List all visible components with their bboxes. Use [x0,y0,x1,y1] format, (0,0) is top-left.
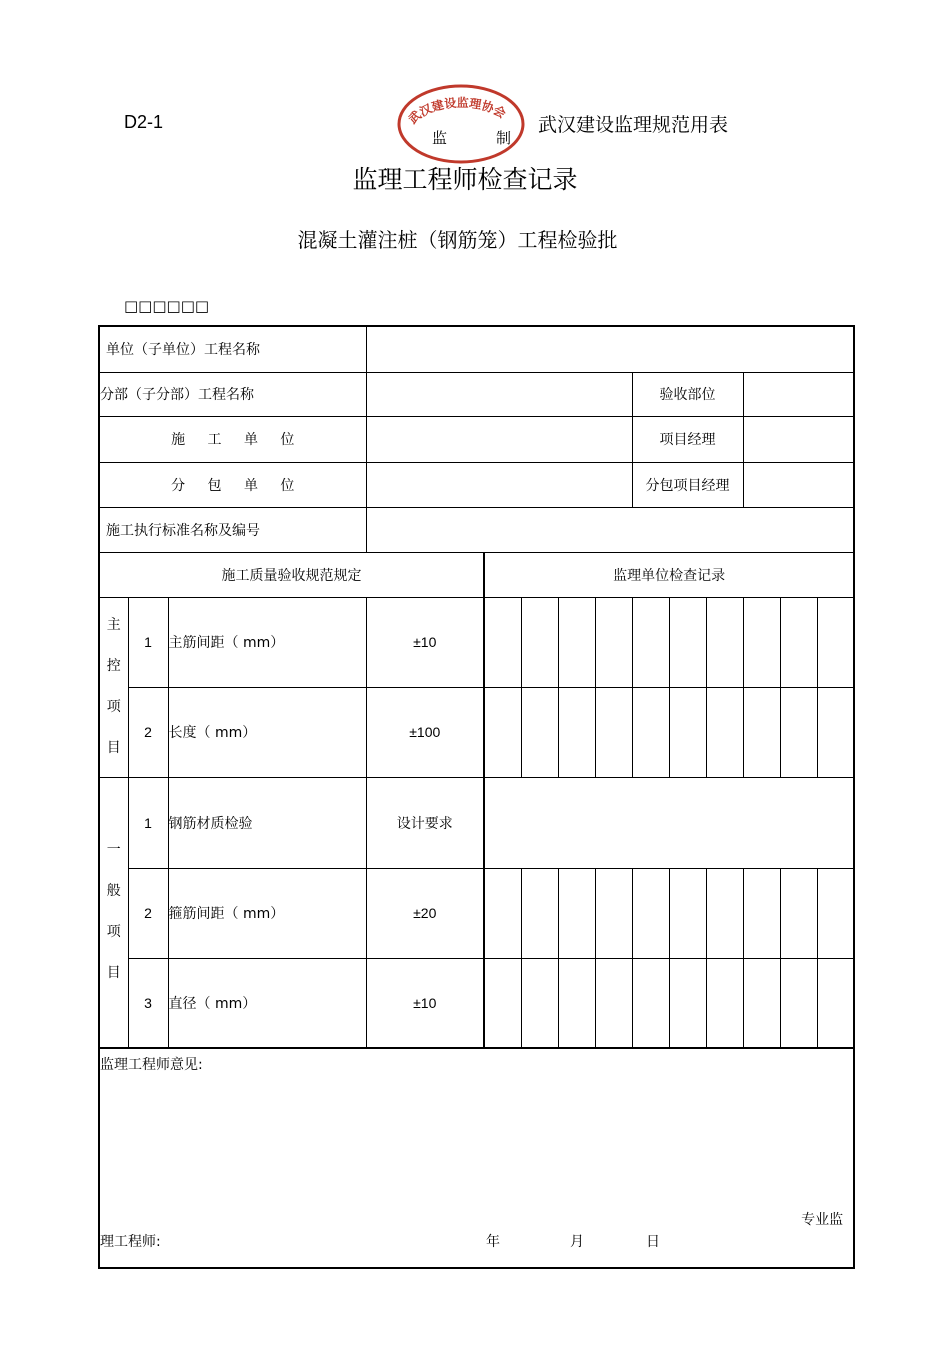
sub-unit-value[interactable] [366,372,632,416]
record-cell[interactable] [595,687,632,777]
item-tolerance: 设计要求 [366,777,484,868]
general-group-label [99,777,128,1048]
record-cell[interactable] [669,958,706,1048]
general-group-char-2: 般 [106,883,121,900]
item-number: 1 [128,597,168,687]
main-group-char-1: 主 [106,617,121,633]
svg-text:武汉建设监理协会: 武汉建设监理协会 [405,95,509,127]
item-number: 2 [128,687,168,777]
item-name: 钢筋材质检验 [168,777,366,868]
form-code: D2-1 [124,112,164,132]
record-cell[interactable] [521,958,558,1048]
record-cell[interactable] [521,687,558,777]
record-cell[interactable] [706,958,743,1048]
opinion-row [99,1048,854,1268]
info-row-contractor [99,416,854,462]
unit-name-value[interactable] [366,326,854,372]
date-month-label: 月 [570,1234,584,1250]
item-tolerance: ±20 [366,868,484,958]
record-header: 监理单位检查记录 [484,552,854,597]
spec-header: 施工质量验收规范规定 [99,552,484,597]
standard-label: 施工执行标准名称及编号 [99,507,366,552]
general-group-char-1: 一 [106,842,121,859]
record-cell[interactable] [632,958,669,1048]
record-cell[interactable] [780,597,817,687]
main-item-row [99,597,854,687]
general-group-char-3: 项 [106,924,121,941]
section-header-row [99,552,854,597]
info-row-subunit [99,372,854,416]
record-cell[interactable] [743,958,780,1048]
date-day-label: 日 [646,1234,660,1250]
record-cell[interactable] [780,687,817,777]
info-row-standard [99,507,854,552]
record-cell[interactable] [669,868,706,958]
record-cell[interactable] [743,868,780,958]
item-number: 1 [128,777,168,868]
main-group-char-2: 控 [106,658,121,674]
record-cell[interactable] [669,687,706,777]
record-cell[interactable] [669,597,706,687]
signature-label-part1: 专业监 [801,1212,844,1228]
record-cell[interactable] [484,597,521,687]
sub-project-manager-value[interactable] [743,462,854,507]
item-number: 2 [128,868,168,958]
record-cell[interactable] [632,687,669,777]
record-cell[interactable] [484,687,521,777]
main-group-char-3: 项 [106,699,121,715]
inspection-form-table [98,325,855,1269]
sub-unit-label: 分部（子分部）工程名称 [99,372,366,416]
info-row-unit [99,326,854,372]
form-standard-name: 武汉建设监理规范用表 [538,114,729,136]
record-cell[interactable] [632,868,669,958]
info-row-subcontractor [99,462,854,507]
page-title: 监理工程师检查记录 [352,165,578,194]
opinion-label: 监理工程师意见: [100,1057,203,1073]
record-cell[interactable] [706,597,743,687]
acceptance-part-value[interactable] [743,372,854,416]
item-tolerance: ±10 [366,597,484,687]
record-cell[interactable] [521,868,558,958]
general-item-row [99,958,854,1048]
record-cell[interactable] [558,868,595,958]
svg-text:监: 监 [432,129,448,147]
item-name: 主筋间距（ mm） [168,597,366,687]
page-subtitle: 混凝土灌注桩（钢筋笼）工程检验批 [297,228,618,252]
standard-value[interactable] [366,507,854,552]
record-cell[interactable] [706,868,743,958]
general-group-char-4: 目 [106,965,121,982]
record-cell[interactable] [706,687,743,777]
record-cell[interactable] [595,868,632,958]
record-cell[interactable] [558,687,595,777]
record-cell[interactable] [595,597,632,687]
record-cell[interactable] [484,958,521,1048]
sub-project-manager-label: 分包项目经理 [632,462,743,507]
item-tolerance: ±10 [366,958,484,1048]
date-year-label: 年 [486,1234,500,1250]
record-cell[interactable] [817,868,854,958]
acceptance-part-label: 验收部位 [632,372,743,416]
record-cell[interactable] [780,958,817,1048]
general-item-row [99,777,854,868]
record-cell[interactable] [484,868,521,958]
item-number: 3 [128,958,168,1048]
record-cell[interactable] [558,597,595,687]
record-cell[interactable] [743,687,780,777]
record-cell[interactable] [817,958,854,1048]
main-group-label [99,597,128,777]
code-boxes: □□□□□□ [124,297,210,315]
main-group-char-4: 目 [106,740,121,756]
subcontractor-value[interactable] [366,462,632,507]
main-item-row [99,687,854,777]
signature-label-part2: 理工程师: [100,1234,161,1250]
record-cell[interactable] [817,597,854,687]
record-cell[interactable] [743,597,780,687]
item-name: 箍筋间距（ mm） [168,868,366,958]
svg-text:制: 制 [496,129,512,147]
item-name: 直径（ mm） [168,958,366,1048]
record-cell[interactable] [521,597,558,687]
contractor-label: 施 工 单 位 [99,416,366,462]
general-item-row [99,868,854,958]
record-cell[interactable] [780,868,817,958]
record-cell[interactable] [632,597,669,687]
item-tolerance: ±100 [366,687,484,777]
project-manager-value[interactable] [743,416,854,462]
record-cell[interactable] [558,958,595,1048]
record-cell-merged[interactable] [484,777,854,868]
project-manager-label: 项目经理 [632,416,743,462]
record-cell[interactable] [817,687,854,777]
record-cell[interactable] [595,958,632,1048]
subcontractor-label: 分 包 单 位 [99,462,366,507]
association-seal [396,83,526,165]
unit-name-label: 单位（子单位）工程名称 [99,326,366,372]
contractor-value[interactable] [366,416,632,462]
item-name: 长度（ mm） [168,687,366,777]
opinion-cell[interactable] [99,1048,854,1268]
